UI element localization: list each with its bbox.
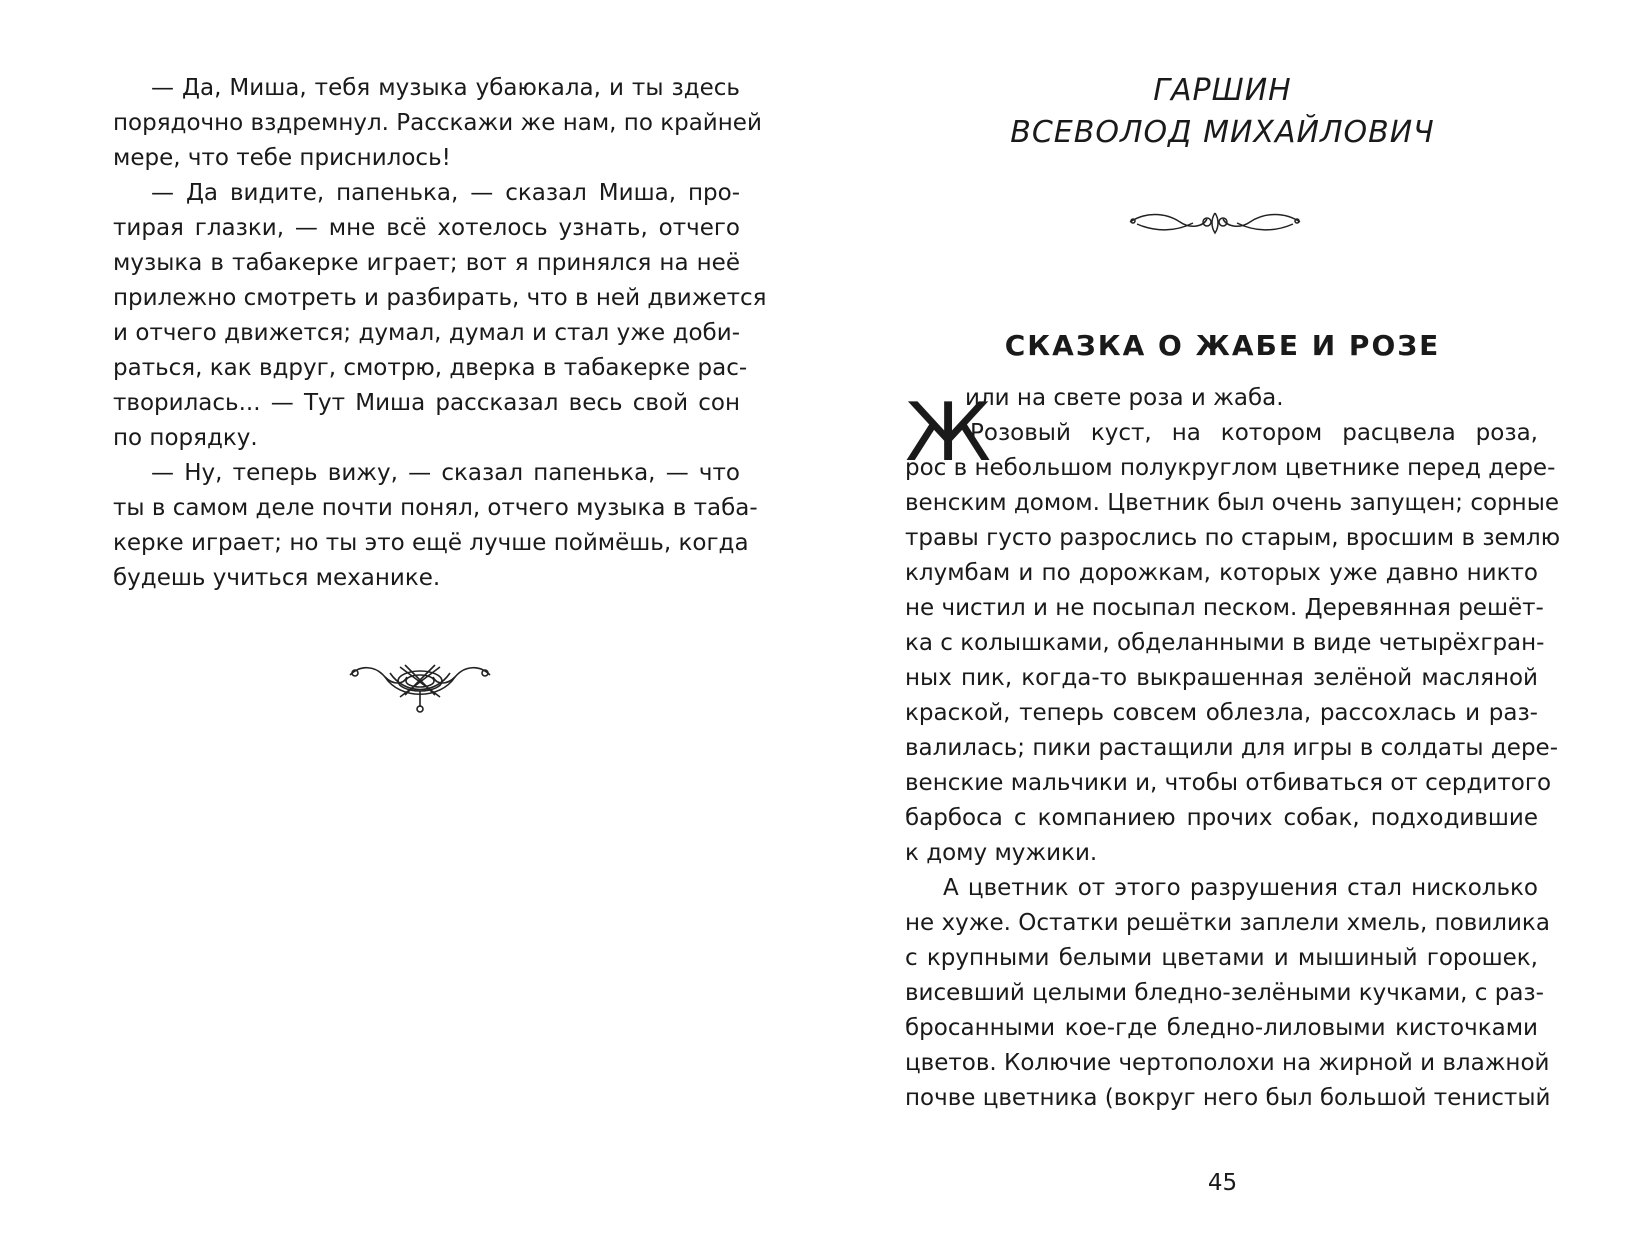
text-line: не чистил и не посыпал песком. Деревянная решёт- (905, 595, 1544, 621)
text-line: — Да, Миша, тебя музыка убаюкала, и ты здесь (151, 75, 740, 101)
text-line: музыка в табакерке играет; вот я принялся на неё (113, 250, 740, 276)
text-line: барбоса с компаниею прочих собак, подходившие (905, 805, 1538, 831)
author-name: ВСЕВОЛОД МИХАЙЛОВИЧ (1010, 115, 1435, 150)
text-line: по порядку. (113, 425, 258, 451)
text-line: мере, что тебе приснилось! (113, 145, 451, 171)
text-line: прилежно смотреть и разбирать, что в ней движется (113, 285, 767, 311)
text-line: травы густо разрослись по старым, вросшим в землю (905, 525, 1561, 551)
scroll-divider-icon (1125, 207, 1305, 237)
text-line: и отчего движется; думал, думал и стал уже доби- (113, 320, 740, 346)
text-line: А цветник от этого разрушения стал нисколько (943, 875, 1538, 901)
text-line: или на свете роза и жаба. (965, 385, 1284, 411)
text-line: клумбам и по дорожкам, которых уже давно никто (905, 560, 1538, 586)
drop-cap: Ж (905, 386, 992, 479)
text-line: с крупными белыми цветами и мышиный горошек, (905, 945, 1538, 971)
text-line: почве цветника (вокруг него был большой тенистый (905, 1085, 1551, 1111)
text-line: керке играет; но ты это ещё лучше поймёшь, когда (113, 530, 749, 556)
text-line: тирая глазки, — мне всё хотелось узнать, отчего (113, 215, 740, 241)
text-line: ка с колышками, обделанными в виде четырёхгран- (905, 630, 1545, 656)
text-line: рос в небольшом полукруглом цветнике перед дере- (905, 455, 1556, 481)
right-page (815, 0, 1630, 1252)
text-line: не хуже. Остатки решётки заплели хмель, повилика (905, 910, 1550, 936)
text-line: ты в самом деле почти понял, отчего музыка в таба- (113, 495, 758, 521)
text-line: ных пик, когда-то выкрашенная зелёной масляной (905, 665, 1538, 691)
text-line: будешь учиться механике. (113, 565, 441, 591)
text-line: висевший целыми бледно-зелёными кучками, с раз- (905, 980, 1544, 1006)
text-line: валилась; пики растащили для игры в солдаты дере- (905, 735, 1558, 761)
text-line: к дому мужики. (905, 840, 1098, 866)
author-surname: ГАРШИН (1153, 73, 1292, 108)
text-line: творилась... — Тут Миша рассказал весь свой сон (113, 390, 740, 416)
text-line: — Ну, теперь вижу, — сказал папенька, — что (151, 460, 740, 486)
text-line: Розовый куст, на котором расцвела роза, (970, 420, 1538, 446)
page-number: 45 (1207, 1170, 1238, 1196)
text-line: раться, как вдруг, смотрю, дверка в табакерке рас- (113, 355, 748, 381)
story-title: СКАЗКА О ЖАБЕ И РОЗЕ (1004, 329, 1441, 362)
text-line: бросанными кое-где бледно-лиловыми кисточками (905, 1015, 1538, 1041)
text-line: порядочно вздремнул. Расскажи же нам, по крайней (113, 110, 762, 136)
text-line: венские мальчики и, чтобы отбиваться от сердитого (905, 770, 1552, 796)
text-line: венским домом. Цветник был очень запущен; сорные (905, 490, 1560, 516)
flourish-ornament-icon (345, 655, 495, 715)
text-line: — Да видите, папенька, — сказал Миша, про- (151, 180, 740, 206)
text-line: цветов. Колючие чертополохи на жирной и влажной (905, 1050, 1550, 1076)
text-line: краской, теперь совсем облезла, рассохлась и раз- (905, 700, 1538, 726)
